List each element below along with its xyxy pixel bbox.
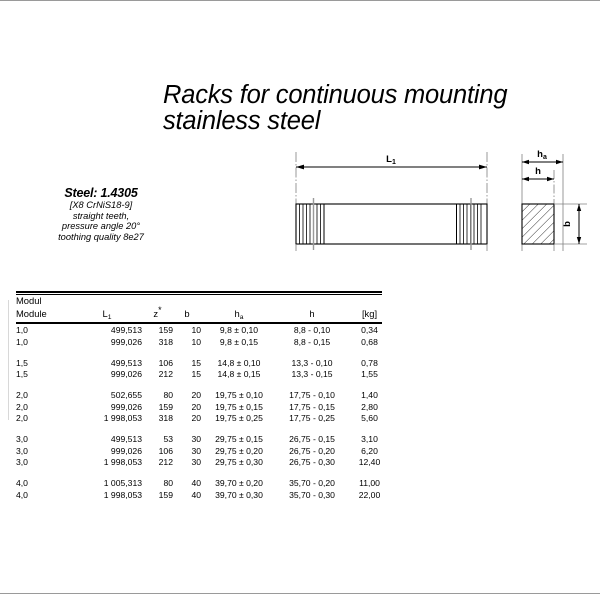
cell-l1: 499,513 xyxy=(110,434,142,445)
cell-kg: 2,80 xyxy=(361,401,378,412)
cell-h: 26,75 - 0,20 xyxy=(289,445,335,456)
cell-h: 8,8 - 0,15 xyxy=(293,336,331,347)
cell-ha: 29,75 ± 0,30 xyxy=(215,456,263,467)
cell-ha: 9,8 ± 0,15 xyxy=(219,336,259,347)
cell-h: 17,75 - 0,15 xyxy=(289,401,335,412)
cell-ha: 39,70 ± 0,30 xyxy=(215,489,263,500)
page-title xyxy=(163,82,593,134)
cell-ha: 14,8 ± 0,15 xyxy=(217,369,261,380)
cell-b: 30 xyxy=(191,445,201,456)
cell-l1: 1 998,053 xyxy=(103,456,142,467)
cell-l1: 999,026 xyxy=(110,445,142,456)
material-line-pressure-angle: pressure angle 20° xyxy=(61,221,141,232)
cell-z: 159 xyxy=(158,325,173,336)
rack-specification-table xyxy=(16,295,392,322)
cell-kg: 22,00 xyxy=(358,489,381,500)
table-row xyxy=(16,335,392,346)
cell-b: 10 xyxy=(191,325,201,336)
cell-kg: 1,55 xyxy=(361,369,378,380)
cell-b: 20 xyxy=(191,401,201,412)
cell-kg: 11,00 xyxy=(359,478,380,489)
side-view xyxy=(296,152,487,251)
cell-module: 1,5 xyxy=(16,369,28,380)
cell-kg: 1,40 xyxy=(361,390,378,401)
table-header-row-1 xyxy=(16,295,392,307)
cell-h: 13,3 - 0,15 xyxy=(291,369,333,380)
dimension-label-ha: $h_a$ xyxy=(537,149,547,161)
page-left-rule xyxy=(8,300,9,420)
cell-ha: 19,75 ± 0,25 xyxy=(215,413,263,424)
page-top-rule xyxy=(0,0,600,1)
cell-b: 30 xyxy=(191,456,201,467)
rack-specification-body xyxy=(16,324,392,500)
header-module-en: Module xyxy=(16,308,47,319)
cell-z: 80 xyxy=(163,478,173,489)
table-group-separator xyxy=(16,347,392,357)
material-line-quality: toothing quality 8e27 xyxy=(58,231,144,242)
cell-z: 318 xyxy=(158,336,173,347)
cell-module: 1,5 xyxy=(16,357,28,368)
cell-l1: 999,026 xyxy=(110,336,142,347)
cell-h: 17,75 - 0,10 xyxy=(289,390,335,401)
cell-h: 17,75 - 0,25 xyxy=(289,413,335,424)
cell-h: 8,8 - 0,10 xyxy=(293,325,331,336)
cell-kg: 5,60 xyxy=(361,413,378,424)
cell-module: 3,0 xyxy=(16,456,28,467)
cell-kg: 3,10 xyxy=(361,434,378,445)
header-h: h xyxy=(309,308,315,319)
cross-section-view xyxy=(522,149,587,251)
cell-ha: 29,75 ± 0,15 xyxy=(215,434,263,445)
cell-b: 20 xyxy=(191,390,201,401)
header-l1: $L_1$ xyxy=(102,308,112,321)
table-row xyxy=(16,412,392,423)
cell-ha: 39,70 ± 0,20 xyxy=(215,478,263,489)
cell-h: 26,75 - 0,15 xyxy=(289,434,335,445)
cell-z: 212 xyxy=(158,369,173,380)
header-z: z* xyxy=(153,304,162,319)
table-group-separator xyxy=(16,467,392,477)
cell-l1: 1 005,313 xyxy=(103,478,142,489)
dimension-label-h: h xyxy=(535,166,541,177)
cell-kg: 0,78 xyxy=(361,357,378,368)
table-row xyxy=(16,357,392,368)
cell-l1: 1 998,053 xyxy=(103,413,142,424)
cell-l1: 499,513 xyxy=(110,357,142,368)
cell-kg: 6,20 xyxy=(361,445,378,456)
cell-module: 1,0 xyxy=(16,336,28,347)
table-header-row-2 xyxy=(16,307,392,322)
material-line-designation: [X8 CrNiS18-9] xyxy=(69,200,133,210)
cell-kg: 0,34 xyxy=(361,325,378,336)
table-row xyxy=(16,400,392,411)
cell-ha: 29,75 ± 0,20 xyxy=(215,445,263,456)
table-row xyxy=(16,477,392,488)
table-row xyxy=(16,389,392,400)
page-title-line1: Racks for continuous mounting xyxy=(163,81,508,109)
table-row xyxy=(16,368,392,379)
teeth-left xyxy=(300,204,321,244)
cell-z: 106 xyxy=(158,357,173,368)
header-ha: $h_a$ xyxy=(234,308,244,321)
cell-module: 4,0 xyxy=(16,489,28,500)
cell-l1: 999,026 xyxy=(110,369,142,380)
cell-ha: 14,8 ± 0,10 xyxy=(217,357,261,368)
dimension-label-L1: $L_1$ xyxy=(386,154,396,166)
cell-module: 4,0 xyxy=(16,478,28,489)
cell-l1: 999,026 xyxy=(110,401,142,412)
cell-h: 13,3 - 0,10 xyxy=(291,357,333,368)
cell-l1: 502,655 xyxy=(110,390,142,401)
table-body xyxy=(16,324,392,500)
cell-z: 106 xyxy=(158,445,173,456)
table-top-rule-outer xyxy=(16,291,382,293)
cell-b: 15 xyxy=(191,357,201,368)
dimension-label-b: b xyxy=(562,221,573,227)
cell-h: 26,75 - 0,30 xyxy=(289,456,335,467)
table-row xyxy=(16,324,392,335)
cell-h: 35,70 - 0,20 xyxy=(289,478,335,489)
technical-drawing xyxy=(282,146,598,270)
material-line-teeth: straight teeth, xyxy=(72,210,130,221)
cell-b: 40 xyxy=(191,478,201,489)
drawing-svg xyxy=(282,146,598,270)
cell-ha: 19,75 ± 0,10 xyxy=(215,390,263,401)
table-group-separator xyxy=(16,423,392,433)
cell-b: 10 xyxy=(191,336,201,347)
cell-l1: 499,513 xyxy=(110,325,142,336)
cell-z: 318 xyxy=(158,413,173,424)
cell-module: 2,0 xyxy=(16,413,28,424)
header-module-de: Modul xyxy=(16,295,42,306)
cell-module: 1,0 xyxy=(16,325,28,336)
table-header xyxy=(16,295,392,322)
cell-l1: 1 998,053 xyxy=(103,489,142,500)
cell-b: 40 xyxy=(191,489,201,500)
cell-z: 53 xyxy=(163,434,173,445)
cell-ha: 19,75 ± 0,15 xyxy=(215,401,263,412)
cell-module: 3,0 xyxy=(16,445,28,456)
table-row xyxy=(16,444,392,455)
material-spec-block xyxy=(18,186,184,242)
cell-module: 3,0 xyxy=(16,434,28,445)
cell-b: 15 xyxy=(191,369,201,380)
cell-b: 20 xyxy=(191,413,201,424)
cell-module: 2,0 xyxy=(16,390,28,401)
table-row xyxy=(16,433,392,444)
cell-z: 212 xyxy=(158,456,173,467)
material-heading: Steel: 1.4305 xyxy=(64,186,138,200)
table-group-separator xyxy=(16,379,392,389)
table-row xyxy=(16,456,392,467)
cell-ha: 9,8 ± 0,10 xyxy=(219,325,259,336)
header-kg: [kg] xyxy=(361,308,378,319)
page-bottom-rule xyxy=(0,593,600,594)
cell-kg: 12,40 xyxy=(358,456,381,467)
cell-z: 80 xyxy=(163,390,173,401)
cell-module: 2,0 xyxy=(16,401,28,412)
cell-b: 30 xyxy=(191,434,201,445)
table-row xyxy=(16,488,392,499)
page-title-line2: stainless steel xyxy=(163,107,321,135)
cell-z: 159 xyxy=(158,401,173,412)
specification-table xyxy=(16,291,382,500)
cell-z: 159 xyxy=(158,489,173,500)
cell-h: 35,70 - 0,30 xyxy=(289,489,335,500)
header-b: b xyxy=(184,308,190,319)
cell-kg: 0,68 xyxy=(361,336,378,347)
